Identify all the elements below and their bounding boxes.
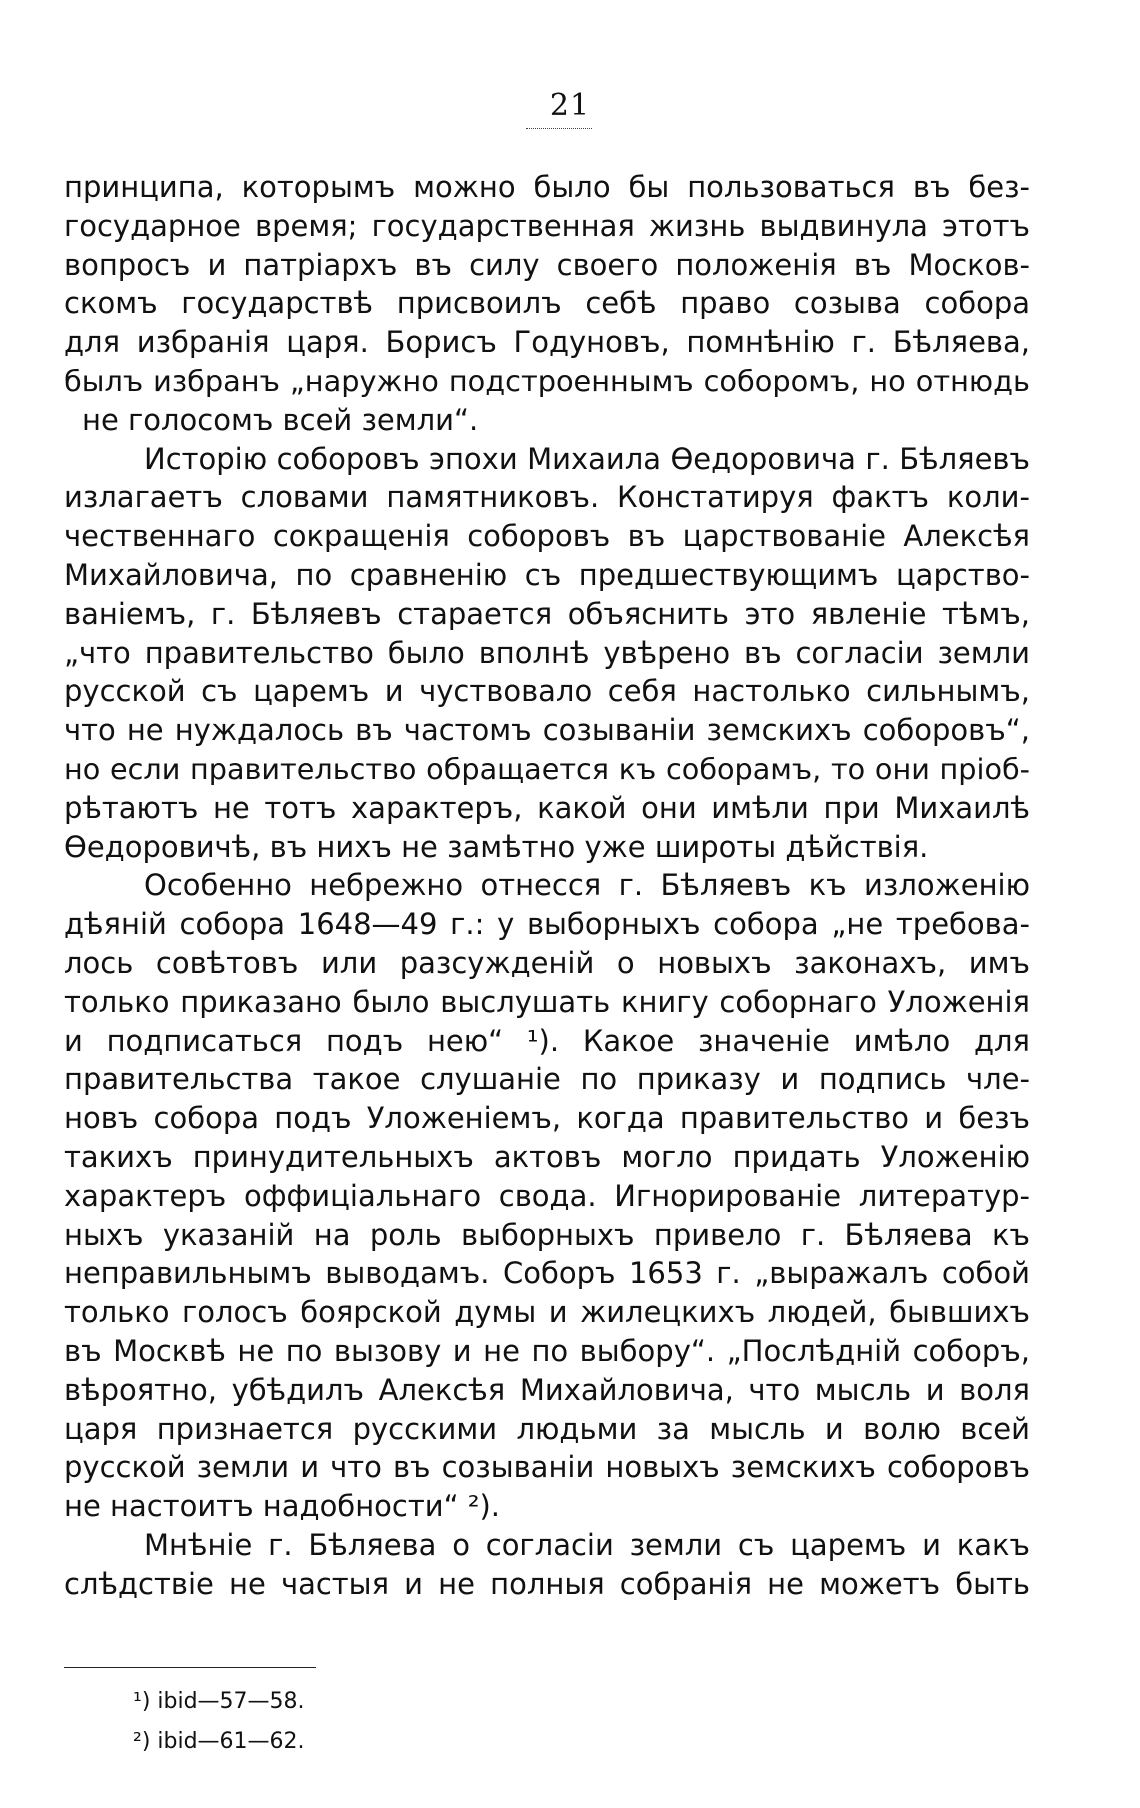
- text-line: „что правительство было вполнѣ увѣрено въ согласіи земли: [64, 635, 1030, 670]
- text-line: принципа, которымъ можно было бы пользоваться въ без-: [64, 170, 1030, 204]
- page-number: 21: [549, 88, 591, 123]
- text-line: не голосомъ всей земли“.: [82, 402, 479, 437]
- text-line: царя признается русскими людьми за мысль и волю всей: [64, 1411, 1030, 1446]
- text-line: только голосъ боярской думы и жилецкихъ людей, бывшихъ: [64, 1295, 1030, 1330]
- text-line: государное время; государственная жизнь выдвинула этотъ: [64, 208, 1030, 243]
- text-line: вопросъ и патріархъ въ силу своего положенія въ Москов-: [64, 247, 1030, 282]
- text-line: Ѳедоровичѣ, въ нихъ не замѣтно уже широты дѣйствія.: [64, 829, 929, 864]
- text-line: былъ избранъ „наружно подстроеннымъ соборомъ, но отнюдь: [64, 363, 1030, 398]
- text-line: неправильнымъ выводамъ. Соборъ 1653 г. „выражалъ собой: [64, 1256, 1030, 1291]
- text-line: слѣдствіе не частыя и не полныя собранія не можетъ быть: [64, 1566, 1030, 1601]
- text-line: что не нуждалось въ частомъ созываніи земскихъ соборовъ“,: [64, 713, 1030, 748]
- text-line: только приказано было выслушать книгу соборнаго Уложенія: [64, 984, 1030, 1019]
- paragraph-first-line: Мнѣніе г. Бѣляева о согласіи земли съ царемъ и какъ: [144, 1527, 1030, 1562]
- text-line: такихъ принудительныхъ актовъ могло придать Уложенію: [64, 1139, 1030, 1174]
- text-line: Михайловича, по сравненію съ предшествующимъ царство-: [64, 557, 1030, 592]
- text-line: рѣтаютъ не тотъ характеръ, какой они имѣли при Михаилѣ: [64, 790, 1030, 825]
- text-line: характеръ оффиціальнаго свода. Игнорированіе литератур-: [64, 1178, 1030, 1213]
- text-line: въ Москвѣ не по вызову и не по выбору“. „Послѣдній соборъ,: [64, 1333, 1030, 1368]
- footnotes: [133, 1682, 305, 1762]
- page-number-underline: [526, 128, 592, 129]
- text-line: ваніемъ, г. Бѣляевъ старается объяснить это явленіе тѣмъ,: [64, 596, 1030, 631]
- footnote-1: ¹) ibid—57—58.: [133, 1689, 305, 1714]
- footnote-2: ²) ibid—61—62.: [133, 1729, 305, 1754]
- text-line: дѣяній собора 1648—49 г.: у выборныхъ собора „не требова-: [64, 907, 1030, 942]
- text-line: чественнаго сокращенія соборовъ въ царствованіе Алексѣя: [64, 519, 1030, 554]
- paragraph-first-line: Исторію соборовъ эпохи Михаила Ѳедоровича г. Бѣляевъ: [144, 441, 1030, 476]
- text-line: для избранія царя. Борисъ Годуновъ, помнѣнію г. Бѣляева,: [64, 325, 1030, 360]
- text-line: ныхъ указаній на роль выборныхъ привело г. Бѣляева къ: [64, 1217, 1030, 1252]
- text-line: русской съ царемъ и чуствовало себя настолько сильнымъ,: [64, 674, 1030, 709]
- footnote-separator: [64, 1667, 316, 1668]
- text-line: правительства такое слушаніе по приказу и подпись чле-: [64, 1062, 1030, 1097]
- body-text: [64, 168, 1030, 1603]
- text-line: не настоитъ надобности“ ²).: [64, 1489, 500, 1524]
- text-line: новъ собора подъ Уложеніемъ, когда правительство и безъ: [64, 1101, 1030, 1136]
- text-line: вѣроятно, убѣдилъ Алексѣя Михайловича, что мысль и воля: [64, 1372, 1030, 1407]
- text-line: скомъ государствѣ присвоилъ себѣ право созыва собора: [64, 286, 1030, 321]
- text-line: русской земли и что въ созываніи новыхъ земскихъ соборовъ: [64, 1450, 1030, 1485]
- text-line: излагаетъ словами памятниковъ. Констатируя фактъ коли-: [64, 480, 1030, 515]
- text-line: лось совѣтовъ или разсужденій о новыхъ законахъ, имъ: [64, 945, 1030, 980]
- paragraph-first-line: Особенно небрежно отнесся г. Бѣляевъ къ изложенію: [144, 868, 1030, 903]
- text-line: и подписаться подъ нею“ ¹). Какое значеніе имѣло для: [64, 1023, 1030, 1058]
- text-line: но если правительство обращается къ соборамъ, то они пріоб-: [64, 751, 1030, 786]
